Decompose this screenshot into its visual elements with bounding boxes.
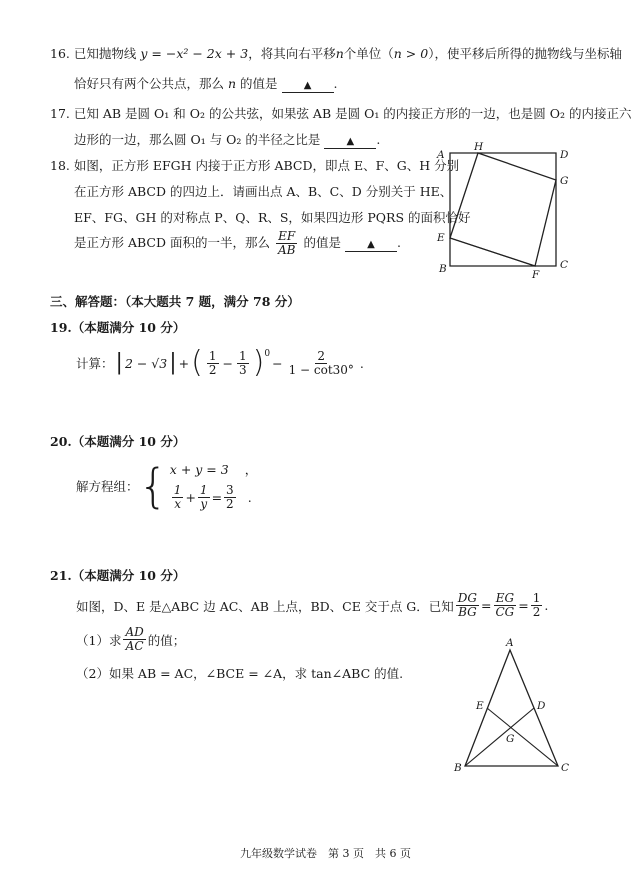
- label-a: A: [506, 637, 514, 649]
- q18-square-figure: [432, 140, 582, 280]
- label-c: C: [560, 259, 569, 271]
- square-efgh: [450, 153, 556, 266]
- q21-triangle-figure: [450, 636, 580, 776]
- q16-line1: 16. 已知抛物线 y = −x² − 2x + 3，将其向右平移n个单位（n > 0），使平移后所得的抛物线与坐标轴: [50, 46, 622, 61]
- label-g: G: [506, 733, 515, 745]
- q17-line2: 边形的一边，那么圆 O₁ 与 O₂ 的半径之比是 ▲ .: [74, 132, 381, 147]
- label-f: F: [532, 269, 540, 280]
- q18-line4: 是正方形 ABCD 面积的一半，那么 $\frac{EF}{AB}$ 的值是 ▲ .: [74, 229, 401, 257]
- q21-header: 21.（本题满分 10 分）: [50, 568, 186, 583]
- label-b: B: [439, 263, 447, 275]
- label-h: H: [474, 141, 484, 153]
- segment-ce: [487, 708, 558, 766]
- q17-number: 17.: [50, 106, 70, 121]
- q19-header: 19.（本题满分 10 分）: [50, 320, 186, 335]
- system-brace: {: [138, 458, 168, 513]
- q21-line1: 如图，D、E 是△ABC 边 AC、AB 上点，BD、CE 交于点 G．已知 $\frac{DG}{BG}$ = $\frac{EG}{CG}$ = $\frac{1}{2}$ .: [76, 591, 549, 619]
- label-b: B: [454, 762, 462, 774]
- square-abcd: [450, 153, 556, 266]
- q17-answer-blank: ▲: [324, 136, 376, 149]
- q20-system: 解方程组： { x + y = 3 ， $\frac{1}{x}$ + $\frac{1}{y}$ = $\frac{3}{2}$ .: [76, 458, 258, 513]
- q19-expression: 计算： | 2 − √3 | + ( $\frac{1}{2}$ − $\frac{1}{3}$ ) $^0$ − $\frac{2}{1 - \cot 30^\circ}$ .: [76, 345, 364, 380]
- label-d: D: [537, 700, 546, 712]
- section-3-title: 三、解答题：（本大题共 7 题，满分 78 分）: [50, 294, 300, 309]
- label-g: G: [560, 175, 569, 187]
- q18-line3: EF、FG、GH 的对称点 P、Q、R、S，如果四边形 PQRS 的面积恰好: [74, 210, 471, 225]
- segment-ef: [450, 238, 535, 266]
- q16-answer-blank: ▲: [282, 80, 334, 93]
- q16-line2: 恰好只有两个公共点，那么 n 的值是 ▲ .: [74, 76, 338, 91]
- page-footer: 九年级数学试卷 第 3 页 共 6 页: [240, 847, 411, 860]
- q21-part1: （1）求 $\frac{AD}{AC}$ 的值；: [76, 625, 186, 653]
- q18-line2: 在正方形 ABCD 的四边上．请画出点 A、B、C、D 分别关于 HE、: [74, 184, 453, 199]
- q16-equation: y = −x² − 2x + 3: [140, 46, 249, 61]
- label-a: A: [437, 149, 445, 161]
- q18-line1: 18. 如图，正方形 EFGH 内接于正方形 ABCD，即点 E、F、G、H 分别: [50, 158, 460, 173]
- q18-number: 18.: [50, 158, 70, 173]
- q17-line1: 17. 已知 AB 是圆 O₁ 和 O₂ 的公共弦，如果弦 AB 是圆 O₁ 的内接正方形的一边，也是圆 O₂ 的内接正六: [50, 106, 632, 121]
- label-e: E: [437, 232, 445, 244]
- label-e: E: [476, 700, 484, 712]
- label-c: C: [561, 762, 570, 774]
- segment-bd: [465, 708, 534, 766]
- label-d: D: [560, 149, 569, 161]
- q20-header: 20.（本题满分 10 分）: [50, 434, 186, 449]
- q16-number: 16.: [50, 46, 70, 61]
- q18-answer-blank: ▲: [345, 239, 397, 252]
- q21-part2: （2）如果 AB = AC，∠BCE = ∠A，求 tan∠ABC 的值.: [76, 666, 404, 681]
- q18-fraction: $\frac{EF}{AB}$: [277, 229, 296, 257]
